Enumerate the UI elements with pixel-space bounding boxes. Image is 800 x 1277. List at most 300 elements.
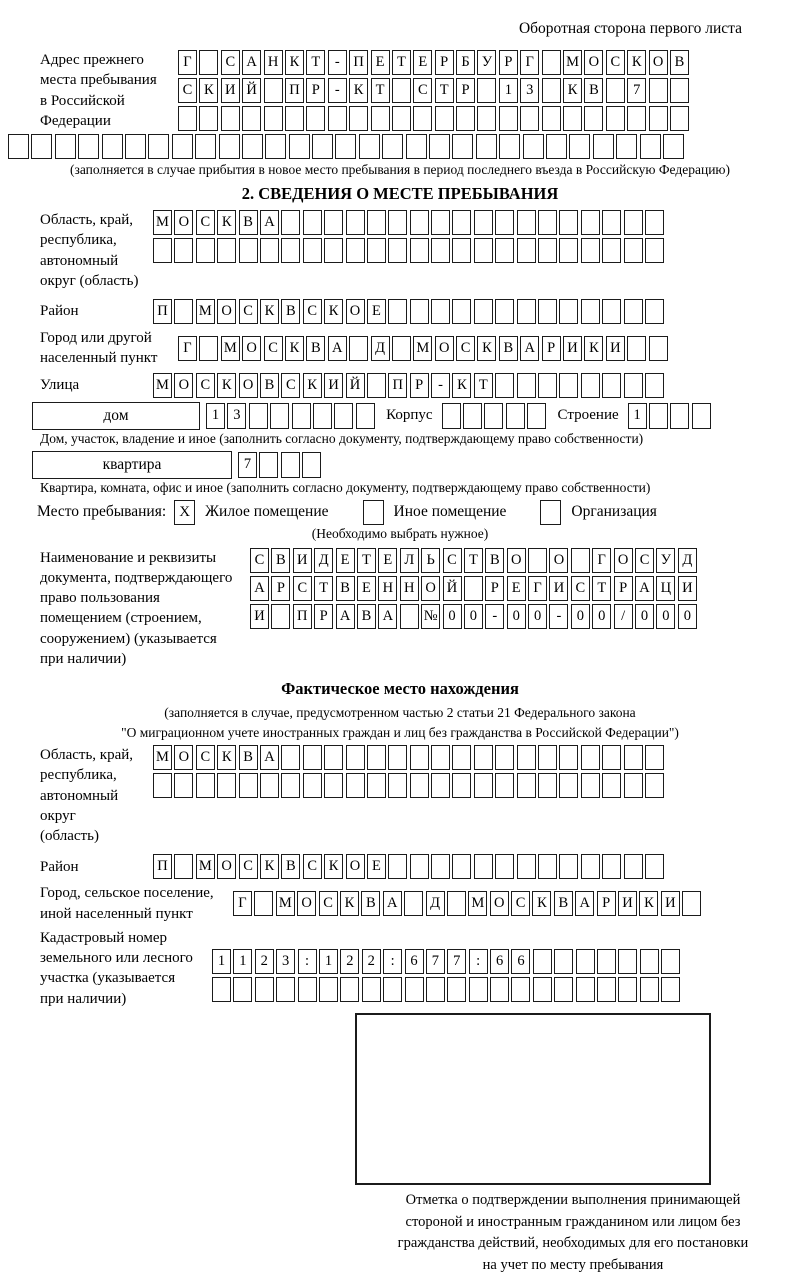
char-cell[interactable] xyxy=(410,238,429,263)
char-cell[interactable] xyxy=(233,977,252,1002)
char-cell[interactable] xyxy=(645,373,664,398)
char-cell[interactable]: Р xyxy=(271,576,290,601)
char-cell[interactable] xyxy=(649,403,668,429)
char-cell[interactable]: К xyxy=(477,336,496,361)
char-cell[interactable] xyxy=(469,977,488,1002)
char-cell[interactable]: Б xyxy=(456,50,475,75)
char-cell[interactable] xyxy=(554,949,573,974)
char-cell[interactable]: Т xyxy=(371,78,390,103)
char-cell[interactable] xyxy=(538,373,557,398)
char-cell[interactable]: В xyxy=(336,576,355,601)
char-cell[interactable] xyxy=(313,403,332,429)
char-cell[interactable] xyxy=(254,891,273,916)
char-cell[interactable]: О xyxy=(242,336,261,361)
char-cell[interactable]: Т xyxy=(314,576,333,601)
char-cell[interactable] xyxy=(649,336,668,361)
char-cell[interactable]: И xyxy=(324,373,343,398)
char-cell[interactable]: М xyxy=(196,299,215,324)
char-cell[interactable]: О xyxy=(239,373,258,398)
char-cell[interactable] xyxy=(400,604,419,629)
char-cell[interactable]: 1 xyxy=(319,949,338,974)
char-cell[interactable]: О xyxy=(421,576,440,601)
char-cell[interactable]: В xyxy=(271,548,290,573)
char-cell[interactable] xyxy=(624,745,643,770)
char-cell[interactable] xyxy=(259,452,278,478)
char-cell[interactable] xyxy=(199,50,218,75)
char-cell[interactable]: О xyxy=(346,854,365,879)
char-cell[interactable]: Ь xyxy=(421,548,440,573)
char-cell[interactable] xyxy=(506,403,525,429)
char-cell[interactable] xyxy=(452,238,471,263)
char-cell[interactable]: - xyxy=(431,373,450,398)
char-cell[interactable] xyxy=(495,854,514,879)
char-cell[interactable]: Й xyxy=(346,373,365,398)
char-cell[interactable]: 6 xyxy=(405,949,424,974)
char-cell[interactable] xyxy=(624,373,643,398)
char-cell[interactable]: С xyxy=(606,50,625,75)
char-cell[interactable] xyxy=(624,210,643,235)
char-cell[interactable]: Т xyxy=(392,50,411,75)
char-cell[interactable]: И xyxy=(250,604,269,629)
char-cell[interactable]: О xyxy=(614,548,633,573)
char-cell[interactable]: Р xyxy=(314,604,333,629)
char-cell[interactable] xyxy=(298,977,317,1002)
char-cell[interactable]: Д xyxy=(371,336,390,361)
char-cell[interactable] xyxy=(264,106,283,131)
char-cell[interactable]: К xyxy=(639,891,658,916)
char-cell[interactable]: - xyxy=(549,604,568,629)
char-cell[interactable]: Г xyxy=(528,576,547,601)
char-cell[interactable] xyxy=(410,745,429,770)
char-cell[interactable] xyxy=(682,891,701,916)
char-cell[interactable]: О xyxy=(217,854,236,879)
char-cell[interactable] xyxy=(178,106,197,131)
char-cell[interactable]: М xyxy=(153,210,172,235)
char-cell[interactable] xyxy=(517,299,536,324)
char-cell[interactable] xyxy=(640,949,659,974)
char-cell[interactable] xyxy=(581,210,600,235)
char-cell[interactable] xyxy=(495,373,514,398)
char-cell[interactable] xyxy=(484,403,503,429)
char-cell[interactable]: - xyxy=(328,50,347,75)
char-cell[interactable] xyxy=(517,238,536,263)
char-cell[interactable] xyxy=(602,373,621,398)
char-cell[interactable] xyxy=(495,299,514,324)
char-cell[interactable]: В xyxy=(485,548,504,573)
char-cell[interactable]: М xyxy=(153,373,172,398)
char-cell[interactable] xyxy=(474,773,493,798)
char-cell[interactable] xyxy=(616,134,637,159)
char-cell[interactable] xyxy=(624,299,643,324)
char-cell[interactable]: В xyxy=(357,604,376,629)
char-cell[interactable]: М xyxy=(196,854,215,879)
char-cell[interactable] xyxy=(388,854,407,879)
char-cell[interactable]: С xyxy=(239,854,258,879)
char-cell[interactable]: С xyxy=(571,576,590,601)
char-cell[interactable] xyxy=(477,78,496,103)
char-cell[interactable]: А xyxy=(575,891,594,916)
char-cell[interactable] xyxy=(410,210,429,235)
char-cell[interactable]: М xyxy=(468,891,487,916)
char-cell[interactable]: В xyxy=(306,336,325,361)
char-cell[interactable] xyxy=(624,238,643,263)
char-cell[interactable]: К xyxy=(627,50,646,75)
char-cell[interactable] xyxy=(242,106,261,131)
char-cell[interactable] xyxy=(8,134,29,159)
char-cell[interactable]: К xyxy=(563,78,582,103)
char-cell[interactable]: А xyxy=(336,604,355,629)
char-cell[interactable]: 0 xyxy=(528,604,547,629)
char-cell[interactable]: Г xyxy=(520,50,539,75)
char-cell[interactable] xyxy=(602,745,621,770)
char-cell[interactable]: К xyxy=(532,891,551,916)
char-cell[interactable]: О xyxy=(649,50,668,75)
char-cell[interactable] xyxy=(597,977,616,1002)
char-cell[interactable] xyxy=(670,78,689,103)
char-cell[interactable]: В xyxy=(670,50,689,75)
char-cell[interactable] xyxy=(242,134,263,159)
char-cell[interactable]: С xyxy=(293,576,312,601)
char-cell[interactable]: К xyxy=(285,336,304,361)
char-cell[interactable]: К xyxy=(260,299,279,324)
char-cell[interactable] xyxy=(452,773,471,798)
char-cell[interactable] xyxy=(359,134,380,159)
char-cell[interactable] xyxy=(410,299,429,324)
char-cell[interactable] xyxy=(517,210,536,235)
char-cell[interactable] xyxy=(538,745,557,770)
char-cell[interactable] xyxy=(495,210,514,235)
char-cell[interactable] xyxy=(153,773,172,798)
char-cell[interactable]: Р xyxy=(485,576,504,601)
char-cell[interactable]: К xyxy=(260,854,279,879)
char-cell[interactable]: : xyxy=(298,949,317,974)
char-cell[interactable] xyxy=(196,773,215,798)
char-cell[interactable] xyxy=(212,977,231,1002)
char-cell[interactable] xyxy=(645,238,664,263)
char-cell[interactable] xyxy=(196,238,215,263)
char-cell[interactable] xyxy=(559,299,578,324)
char-cell[interactable]: С xyxy=(443,548,462,573)
char-cell[interactable] xyxy=(285,106,304,131)
char-cell[interactable] xyxy=(303,773,322,798)
char-cell[interactable]: С xyxy=(281,373,300,398)
char-cell[interactable]: Т xyxy=(592,576,611,601)
char-cell[interactable] xyxy=(663,134,684,159)
char-cell[interactable] xyxy=(640,134,661,159)
char-cell[interactable] xyxy=(533,949,552,974)
char-cell[interactable] xyxy=(692,403,711,429)
char-cell[interactable]: П xyxy=(349,50,368,75)
char-cell[interactable] xyxy=(260,773,279,798)
char-cell[interactable] xyxy=(125,134,146,159)
char-cell[interactable]: О xyxy=(435,336,454,361)
char-cell[interactable] xyxy=(606,78,625,103)
char-cell[interactable] xyxy=(517,773,536,798)
char-cell[interactable]: - xyxy=(485,604,504,629)
char-cell[interactable]: А xyxy=(378,604,397,629)
char-cell[interactable]: В xyxy=(584,78,603,103)
char-cell[interactable] xyxy=(606,106,625,131)
char-cell[interactable] xyxy=(174,773,193,798)
char-cell[interactable] xyxy=(367,745,386,770)
char-cell[interactable] xyxy=(306,106,325,131)
char-cell[interactable] xyxy=(476,134,497,159)
char-cell[interactable] xyxy=(367,773,386,798)
char-cell[interactable] xyxy=(271,604,290,629)
char-cell[interactable]: К xyxy=(303,373,322,398)
char-cell[interactable]: С xyxy=(264,336,283,361)
char-cell[interactable]: 0 xyxy=(507,604,526,629)
char-cell[interactable] xyxy=(429,134,450,159)
char-cell[interactable]: А xyxy=(260,210,279,235)
char-cell[interactable]: К xyxy=(584,336,603,361)
char-cell[interactable]: О xyxy=(507,548,526,573)
char-cell[interactable]: М xyxy=(221,336,240,361)
char-cell[interactable] xyxy=(463,403,482,429)
char-cell[interactable]: О xyxy=(174,745,193,770)
char-cell[interactable] xyxy=(527,403,546,429)
char-cell[interactable] xyxy=(554,977,573,1002)
char-cell[interactable] xyxy=(302,452,321,478)
char-cell[interactable] xyxy=(593,134,614,159)
char-cell[interactable] xyxy=(559,854,578,879)
char-cell[interactable]: А xyxy=(635,576,654,601)
char-cell[interactable] xyxy=(367,210,386,235)
char-cell[interactable] xyxy=(174,299,193,324)
char-cell[interactable]: : xyxy=(469,949,488,974)
char-cell[interactable] xyxy=(499,106,518,131)
char-cell[interactable]: О xyxy=(346,299,365,324)
char-cell[interactable] xyxy=(199,336,218,361)
char-cell[interactable] xyxy=(334,403,353,429)
char-cell[interactable] xyxy=(624,854,643,879)
char-cell[interactable]: Р xyxy=(597,891,616,916)
char-cell[interactable] xyxy=(576,949,595,974)
char-cell[interactable] xyxy=(474,299,493,324)
char-cell[interactable]: К xyxy=(199,78,218,103)
char-cell[interactable]: Е xyxy=(367,299,386,324)
char-cell[interactable]: С xyxy=(303,854,322,879)
char-cell[interactable] xyxy=(292,403,311,429)
char-cell[interactable]: Е xyxy=(336,548,355,573)
char-cell[interactable] xyxy=(404,891,423,916)
char-cell[interactable]: Р xyxy=(306,78,325,103)
char-cell[interactable]: 7 xyxy=(238,452,257,478)
char-cell[interactable]: Г xyxy=(592,548,611,573)
char-cell[interactable] xyxy=(456,106,475,131)
char-cell[interactable] xyxy=(447,977,466,1002)
char-cell[interactable] xyxy=(249,403,268,429)
char-cell[interactable]: - xyxy=(328,78,347,103)
char-cell[interactable] xyxy=(464,576,483,601)
char-cell[interactable]: Т xyxy=(464,548,483,573)
char-cell[interactable] xyxy=(511,977,530,1002)
char-cell[interactable] xyxy=(349,336,368,361)
char-cell[interactable]: В xyxy=(554,891,573,916)
char-cell[interactable] xyxy=(148,134,169,159)
char-cell[interactable] xyxy=(520,106,539,131)
char-cell[interactable]: С xyxy=(196,745,215,770)
char-cell[interactable]: И xyxy=(549,576,568,601)
char-cell[interactable] xyxy=(289,134,310,159)
char-cell[interactable]: Й xyxy=(242,78,261,103)
char-cell[interactable] xyxy=(367,373,386,398)
char-cell[interactable]: Е xyxy=(378,548,397,573)
char-cell[interactable] xyxy=(618,949,637,974)
char-cell[interactable]: К xyxy=(452,373,471,398)
char-cell[interactable]: В xyxy=(260,373,279,398)
char-cell[interactable] xyxy=(281,238,300,263)
char-cell[interactable] xyxy=(649,106,668,131)
char-cell[interactable]: К xyxy=(217,745,236,770)
char-cell[interactable]: С xyxy=(178,78,197,103)
char-cell[interactable]: 0 xyxy=(635,604,654,629)
char-cell[interactable] xyxy=(559,238,578,263)
char-cell[interactable] xyxy=(324,238,343,263)
char-cell[interactable] xyxy=(410,773,429,798)
char-cell[interactable] xyxy=(367,238,386,263)
char-cell[interactable] xyxy=(371,106,390,131)
char-cell[interactable] xyxy=(174,854,193,879)
char-cell[interactable]: О xyxy=(174,373,193,398)
char-cell[interactable]: И xyxy=(293,548,312,573)
char-cell[interactable] xyxy=(538,210,557,235)
char-cell[interactable]: У xyxy=(656,548,675,573)
char-cell[interactable]: Е xyxy=(357,576,376,601)
char-cell[interactable]: С xyxy=(303,299,322,324)
char-cell[interactable] xyxy=(559,773,578,798)
char-cell[interactable] xyxy=(362,977,381,1002)
char-cell[interactable] xyxy=(335,134,356,159)
char-cell[interactable]: В xyxy=(239,210,258,235)
char-cell[interactable]: А xyxy=(328,336,347,361)
char-cell[interactable]: П xyxy=(153,854,172,879)
char-cell[interactable]: А xyxy=(250,576,269,601)
char-cell[interactable] xyxy=(447,891,466,916)
stay-type-checkbox-other-premises[interactable] xyxy=(363,500,384,525)
char-cell[interactable]: О xyxy=(174,210,193,235)
char-cell[interactable]: А xyxy=(520,336,539,361)
char-cell[interactable] xyxy=(542,50,561,75)
char-cell[interactable]: 7 xyxy=(426,949,445,974)
char-cell[interactable] xyxy=(392,336,411,361)
char-cell[interactable] xyxy=(546,134,567,159)
char-cell[interactable] xyxy=(31,134,52,159)
char-cell[interactable] xyxy=(649,78,668,103)
char-cell[interactable] xyxy=(324,773,343,798)
char-cell[interactable]: Р xyxy=(410,373,429,398)
char-cell[interactable]: 6 xyxy=(490,949,509,974)
char-cell[interactable]: У xyxy=(477,50,496,75)
char-cell[interactable]: С xyxy=(413,78,432,103)
char-cell[interactable] xyxy=(431,210,450,235)
char-cell[interactable] xyxy=(581,745,600,770)
char-cell[interactable]: Й xyxy=(443,576,462,601)
char-cell[interactable] xyxy=(474,854,493,879)
char-cell[interactable]: И xyxy=(618,891,637,916)
char-cell[interactable] xyxy=(340,977,359,1002)
char-cell[interactable]: С xyxy=(196,373,215,398)
char-cell[interactable] xyxy=(281,452,300,478)
char-cell[interactable] xyxy=(324,210,343,235)
char-cell[interactable] xyxy=(346,238,365,263)
char-cell[interactable]: П xyxy=(153,299,172,324)
char-cell[interactable] xyxy=(388,299,407,324)
char-cell[interactable] xyxy=(477,106,496,131)
char-cell[interactable] xyxy=(153,238,172,263)
char-cell[interactable] xyxy=(431,745,450,770)
char-cell[interactable] xyxy=(538,854,557,879)
char-cell[interactable]: К xyxy=(324,299,343,324)
char-cell[interactable] xyxy=(602,210,621,235)
char-cell[interactable] xyxy=(645,745,664,770)
char-cell[interactable] xyxy=(406,134,427,159)
char-cell[interactable]: 0 xyxy=(443,604,462,629)
char-cell[interactable] xyxy=(264,78,283,103)
char-cell[interactable]: К xyxy=(324,854,343,879)
char-cell[interactable]: И xyxy=(221,78,240,103)
char-cell[interactable] xyxy=(602,773,621,798)
char-cell[interactable]: : xyxy=(383,949,402,974)
char-cell[interactable] xyxy=(388,745,407,770)
char-cell[interactable] xyxy=(645,773,664,798)
char-cell[interactable] xyxy=(576,977,595,1002)
char-cell[interactable] xyxy=(474,210,493,235)
char-cell[interactable]: М xyxy=(276,891,295,916)
char-cell[interactable] xyxy=(571,548,590,573)
char-cell[interactable] xyxy=(388,210,407,235)
char-cell[interactable]: Е xyxy=(371,50,390,75)
char-cell[interactable]: 1 xyxy=(212,949,231,974)
char-cell[interactable] xyxy=(670,403,689,429)
char-cell[interactable] xyxy=(559,210,578,235)
stay-type-checkbox-organization[interactable] xyxy=(540,500,561,525)
char-cell[interactable]: О xyxy=(584,50,603,75)
char-cell[interactable] xyxy=(435,106,454,131)
char-cell[interactable] xyxy=(217,773,236,798)
char-cell[interactable] xyxy=(382,134,403,159)
char-cell[interactable] xyxy=(452,210,471,235)
char-cell[interactable]: Р xyxy=(435,50,454,75)
char-cell[interactable] xyxy=(517,745,536,770)
char-cell[interactable] xyxy=(661,977,680,1002)
char-cell[interactable]: Е xyxy=(367,854,386,879)
char-cell[interactable]: И xyxy=(678,576,697,601)
char-cell[interactable]: Г xyxy=(178,336,197,361)
char-cell[interactable] xyxy=(517,854,536,879)
char-cell[interactable]: П xyxy=(388,373,407,398)
char-cell[interactable] xyxy=(495,745,514,770)
char-cell[interactable] xyxy=(581,299,600,324)
char-cell[interactable] xyxy=(312,134,333,159)
char-cell[interactable] xyxy=(618,977,637,1002)
char-cell[interactable]: С xyxy=(319,891,338,916)
char-cell[interactable]: П xyxy=(285,78,304,103)
char-cell[interactable]: М xyxy=(153,745,172,770)
char-cell[interactable] xyxy=(349,106,368,131)
char-cell[interactable] xyxy=(538,238,557,263)
char-cell[interactable] xyxy=(542,78,561,103)
char-cell[interactable] xyxy=(346,210,365,235)
char-cell[interactable] xyxy=(281,210,300,235)
char-cell[interactable]: Р xyxy=(542,336,561,361)
char-cell[interactable]: О xyxy=(297,891,316,916)
char-cell[interactable] xyxy=(640,977,659,1002)
char-cell[interactable] xyxy=(392,78,411,103)
char-cell[interactable] xyxy=(426,977,445,1002)
char-cell[interactable]: С xyxy=(221,50,240,75)
char-cell[interactable] xyxy=(431,299,450,324)
